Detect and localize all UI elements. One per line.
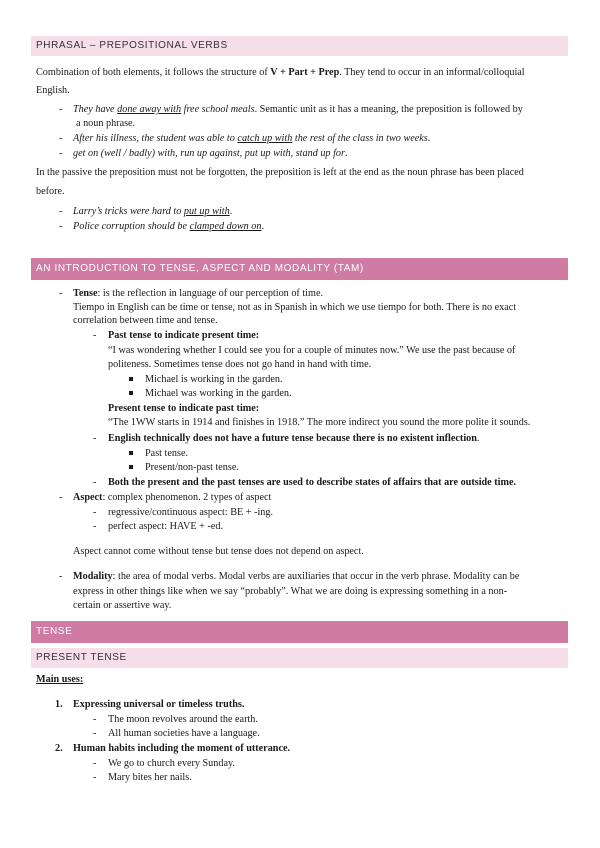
use-1-title: Expressing universal or timeless truths.	[73, 699, 245, 710]
tense-definition: Tense: is the reflection in language of our perception of time.	[73, 288, 324, 299]
future-bullet-1: Past tense.	[145, 448, 189, 459]
list-dash: -	[59, 133, 63, 144]
aspect-definition: Aspect: complex phenomenon. 2 types of aspect	[73, 492, 272, 503]
future-tense-heading: English technically does not have a future tense because there is no existent inflection.	[108, 433, 480, 444]
list-dash: -	[59, 571, 63, 582]
list-dash: -	[93, 330, 97, 341]
past-bullet-1: Michael is working in the garden.	[145, 374, 283, 385]
list-dash: -	[59, 492, 63, 503]
tense-paragraph-2: correlation between time and tense.	[73, 315, 218, 326]
present-tense-heading: Present tense to indicate past time:	[108, 403, 260, 414]
use-2-example-2: Mary bites her nails.	[108, 772, 192, 783]
example-catch-up-with: After his illness, the student was able to catch up with the rest of the class in two weeks.	[73, 133, 431, 144]
list-dash: -	[59, 104, 63, 115]
bullet-square	[129, 465, 133, 469]
intro-line-2: English.	[36, 85, 70, 96]
past-bullet-2: Michael was working in the garden.	[145, 388, 292, 399]
example-verb-list: get on (well / badly) with, run up against, put up with, stand up for.	[73, 148, 348, 159]
use-2-title: Human habits including the moment of utterance.	[73, 743, 291, 754]
use-1-example-2: All human societies have a language.	[108, 728, 260, 739]
passive-line-1: In the passive the preposition must not be forgotten, the preposition is left at the end as the noun phrase has been placed	[36, 167, 524, 178]
main-uses-heading: Main uses:	[36, 674, 84, 685]
intro-line-1: Combination of both elements, it follows the structure of V + Part + Prep. They tend to occur in an informal/colloquial	[36, 67, 525, 78]
bullet-square	[129, 391, 133, 395]
aspect-continuous: regressive/continuous aspect: BE + -ing.	[108, 507, 274, 518]
list-dash: -	[93, 477, 97, 488]
subsection-heading-present-tense: PRESENT TENSE	[31, 648, 568, 668]
list-dash: -	[93, 714, 97, 725]
list-dash: -	[59, 206, 63, 217]
list-dash: -	[93, 758, 97, 769]
list-dash: -	[93, 772, 97, 783]
bullet-square	[129, 377, 133, 381]
aspect-note: Aspect cannot come without tense but tense does not depend on aspect.	[73, 546, 364, 557]
use-1-number: 1.	[55, 699, 63, 710]
list-dash: -	[93, 507, 97, 518]
use-2-example-1: We go to church every Sunday.	[108, 758, 235, 769]
past-tense-heading: Past tense to indicate present time:	[108, 330, 260, 341]
list-dash: -	[93, 521, 97, 532]
section-heading-phrasal: PHRASAL – PREPOSITIONAL VERBS	[31, 36, 568, 56]
past-tense-quote: “I was wondering whether I could see you for a couple of minutes now.” We use the past because of	[108, 345, 516, 356]
passive-line-2: before.	[36, 186, 65, 197]
section-heading-tense: TENSE	[31, 621, 568, 643]
modality-line-1: Modality: the area of modal verbs. Modal verbs are auxiliaries that occur in the verb phrase. Modality can be	[73, 571, 520, 582]
list-dash: -	[59, 148, 63, 159]
aspect-perfect: perfect aspect: HAVE + -ed.	[108, 521, 224, 532]
future-bullet-2: Present/non-past tense.	[145, 462, 239, 473]
example-done-away-with: They have done away with free school meals. Semantic unit as it has a meaning, the preposition is followed by	[73, 104, 523, 115]
modality-line-2: express in other things like when we say “probably”. What we are doing is expressing something in a non-	[73, 586, 508, 597]
use-1-example-1: The moon revolves around the earth.	[108, 714, 258, 725]
example-clamped-down-on: Police corruption should be clamped down on.	[73, 221, 264, 232]
list-dash: -	[59, 288, 63, 299]
present-tense-quote: “The 1WW starts in 1914 and finishes in 1918.” The more indirect you sound the more polite it sounds.	[108, 417, 531, 428]
list-dash: -	[59, 221, 63, 232]
use-2-number: 2.	[55, 743, 63, 754]
past-tense-quote-cont: politeness. Sometimes tense does not go hand in hand with time.	[108, 359, 372, 370]
modality-line-3: certain or assertive way.	[73, 600, 172, 611]
bullet-square	[129, 451, 133, 455]
both-tenses-note: Both the present and the past tenses are used to describe states of affairs that are outside time.	[108, 477, 517, 488]
example-done-away-with-cont: a noun phrase.	[76, 118, 136, 129]
section-heading-tam: AN INTRODUCTION TO TENSE, ASPECT AND MODALITY (TAM)	[31, 258, 568, 280]
example-put-up-with: Larry’s tricks were hard to put up with.	[73, 206, 233, 217]
list-dash: -	[93, 433, 97, 444]
tense-paragraph-1: Tiempo in English can be time or tense, not as in Spanish in which we use tiempo for both. There is no exact	[73, 302, 517, 313]
list-dash: -	[93, 728, 97, 739]
